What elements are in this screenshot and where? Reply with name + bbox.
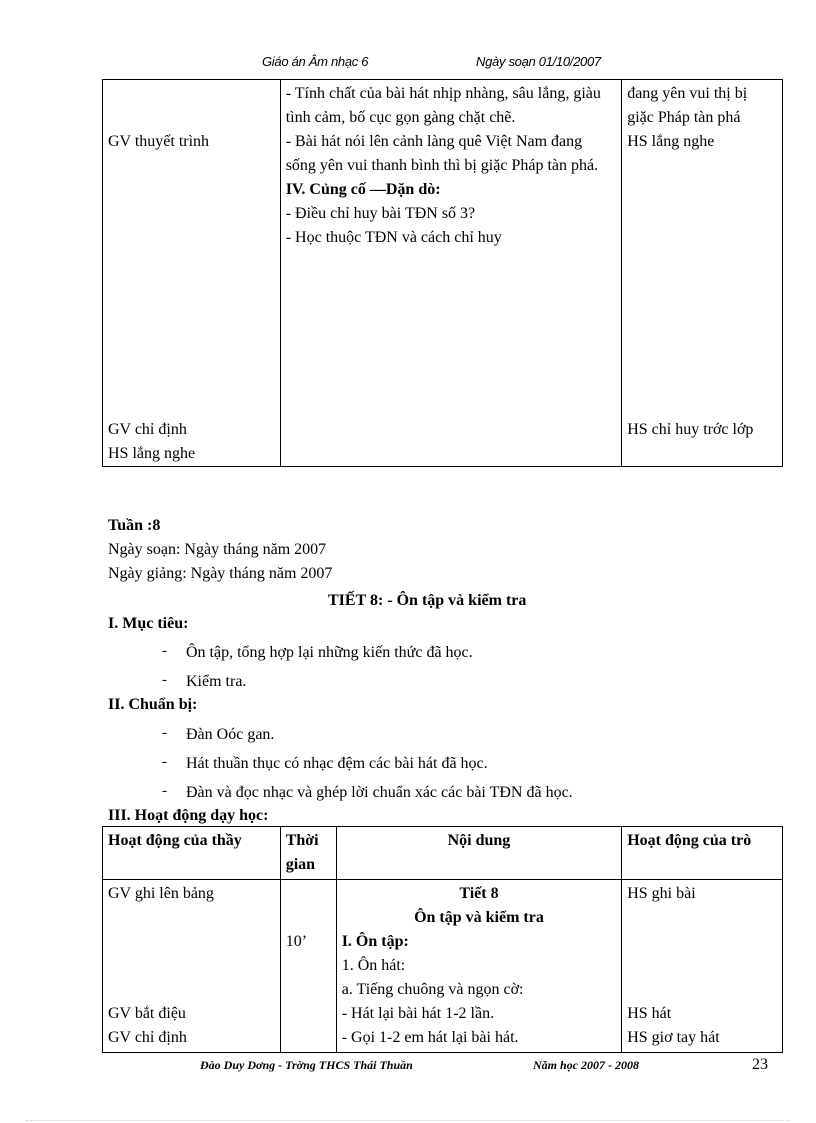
- header-subject: Giáo án Âm nhạc 6: [262, 54, 369, 69]
- teacher-activity-2: GV chỉ định: [108, 421, 187, 438]
- lesson-title: TIẾT 8: - Ôn tập và kiểm tra: [328, 592, 527, 609]
- student-activity-3: HS giơ tay hát: [627, 1029, 720, 1046]
- header-student: Hoạt động của trò: [622, 827, 783, 880]
- student-activity-cell: [622, 80, 783, 467]
- content-heading: I. Ôn tập:: [341, 933, 409, 950]
- teach-date: Ngày giảng: Ngày tháng năm 2007: [108, 565, 333, 582]
- content-item-2: - Học thuộc TĐN và cách chỉ huy: [285, 229, 502, 246]
- content-item-1: - Điều chỉ huy bài TĐN số 3?: [285, 205, 476, 222]
- content-cell: [280, 80, 621, 467]
- preparation-item-3: Đàn và đọc nhạc và ghép lời chuẩn xác các bài TĐN đã học.: [186, 784, 573, 801]
- teacher-activity-2: GV bắt điệu: [108, 1005, 186, 1022]
- teacher-activity-3: HS lắng nghe: [108, 445, 196, 462]
- content-item-4: - Gọi 1-2 em hát lại bài hát.: [341, 1029, 519, 1046]
- preparation-item-2: Hát thuần thục có nhạc đệm các bài hát đã học.: [186, 755, 488, 772]
- student-activity-cell: [622, 880, 783, 1053]
- content-heading: IV. Củng cố —Dặn dò:: [285, 181, 441, 198]
- objective-item-2: Kiểm tra.: [186, 673, 247, 690]
- section-objectives-heading: I. Mục tiêu:: [108, 615, 189, 632]
- header-content: Nội dung: [336, 827, 622, 880]
- section-preparation-heading: II. Chuẩn bị:: [108, 696, 198, 713]
- lesson-table-continued: [102, 79, 783, 467]
- student-activity-1: đang yên vui thị bị giặc Pháp tàn phá: [627, 85, 748, 126]
- time-cell: [280, 880, 336, 1053]
- prep-date: Ngày soạn: Ngày tháng năm 2007: [108, 541, 327, 558]
- bullet-marker: -: [162, 643, 167, 659]
- bullet-marker: -: [162, 783, 167, 799]
- header-teacher: Hoạt động của thầy: [103, 827, 281, 880]
- page-edge-divider: [26, 1120, 790, 1121]
- footer-year: Năm học 2007 - 2008: [533, 1058, 639, 1072]
- footer-author: Đào Duy Dơng - Trờng THCS Thái Thuần: [200, 1058, 413, 1072]
- content-title-2: Ôn tập và kiểm tra: [414, 909, 544, 926]
- week-label: Tuần :8: [108, 517, 161, 534]
- page-number: 23: [752, 1056, 768, 1073]
- section-activities-heading: III. Hoạt động dạy học:: [108, 807, 269, 824]
- content-item-3: - Hát lại bài hát 1-2 lần.: [341, 1005, 495, 1022]
- content-title-1: Tiết 8: [459, 885, 499, 902]
- header-time: Thời gian: [280, 827, 336, 880]
- objective-item-1: Ôn tập, tổng hợp lại những kiến thức đã học.: [186, 644, 473, 661]
- content-paragraph-1: - Tính chất của bài hát nhịp nhàng, sâu lắng, giàu tình cảm, bố cục gọn gàng chặt chẽ.: [285, 85, 601, 126]
- teacher-activity-1: GV thuyết trình: [108, 133, 210, 150]
- student-activity-1: HS ghi bài: [627, 885, 696, 902]
- bullet-marker: -: [162, 725, 167, 741]
- content-paragraph-2: - Bài hát nói lên cảnh làng quê Việt Nam đang sống yên vui thanh bình thì bị giặc Pháp tàn phá.: [285, 133, 599, 174]
- content-item-2: a. Tiếng chuông và ngọn cờ:: [341, 981, 524, 998]
- activities-table: [102, 826, 783, 1053]
- bullet-marker: -: [162, 672, 167, 688]
- content-cell: [336, 880, 622, 1053]
- preparation-item-1: Đàn Oóc gan.: [186, 726, 275, 743]
- teacher-activity-cell: [103, 880, 281, 1053]
- student-activity-2: HS hát: [627, 1005, 672, 1022]
- time-value: 10’: [285, 933, 308, 950]
- content-item-1: 1. Ôn hát:: [341, 957, 406, 974]
- teacher-activity-1: GV ghi lên bảng: [108, 885, 214, 902]
- header-date: Ngày soạn 01/10/2007: [476, 54, 601, 69]
- teacher-activity-3: GV chỉ định: [108, 1029, 187, 1046]
- student-activity-3: HS chỉ huy trớc lớp: [627, 421, 754, 438]
- teacher-activity-cell: [103, 80, 281, 467]
- student-activity-2: HS lắng nghe: [627, 133, 715, 150]
- bullet-marker: -: [162, 754, 167, 770]
